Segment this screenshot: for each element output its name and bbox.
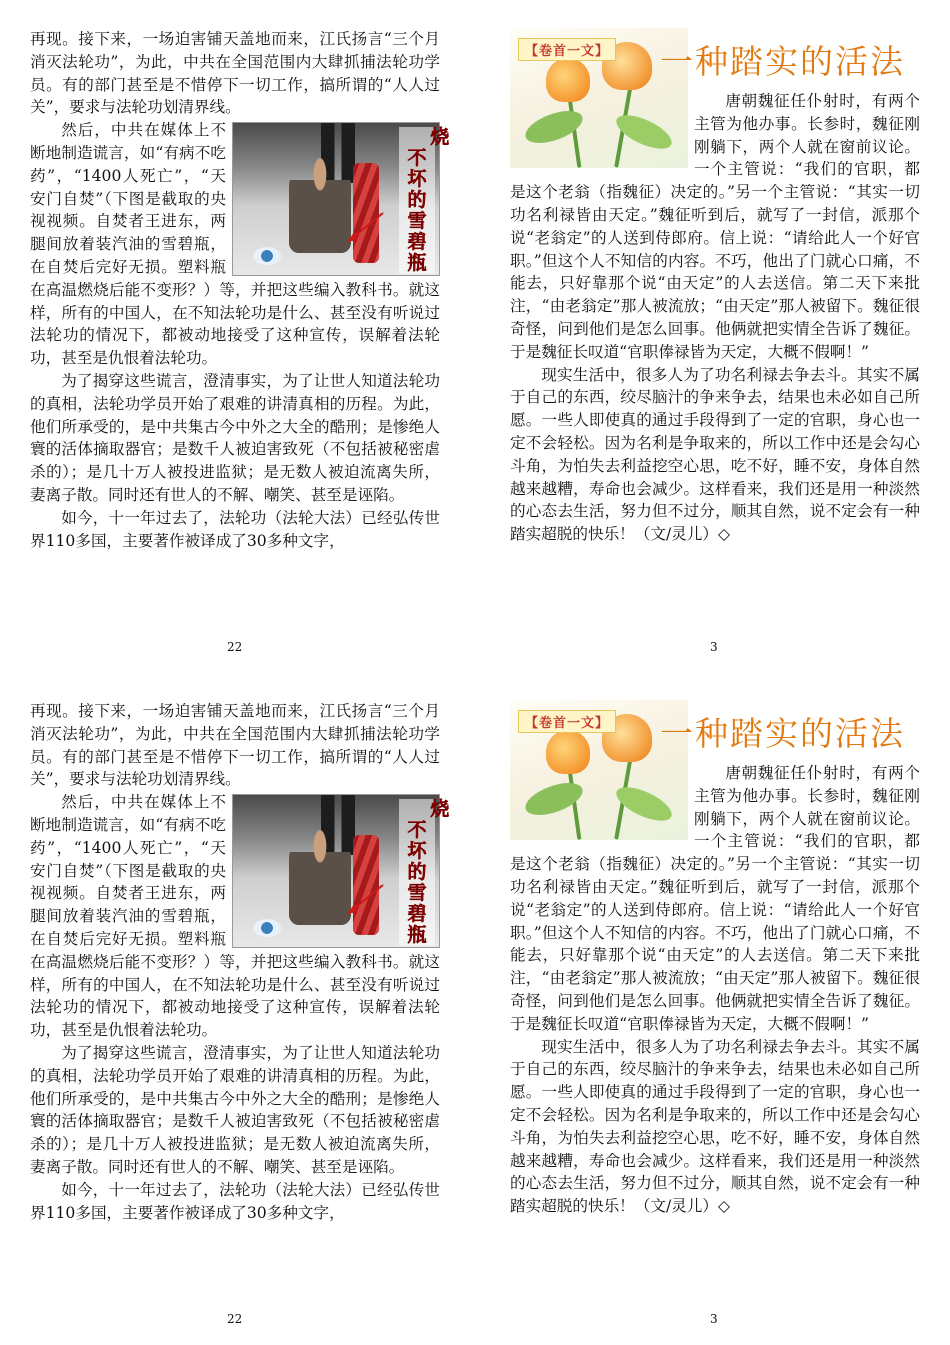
right-paragraph-2: 现实生活中，很多人为了功名利禄去争去斗。其实不属于自己的东西，绞尽脑汁的争来争去，结果也未必如自己所愿。一些人即使真的通过手段得到了一定的官职，身心也一定不会轻松。因为名利是争取来的，所以工作中还是会勾心斗角，为怕失去利益挖空心思，吃不好，睡不安，身体自然越来越糟，寿命也会减少。这样看来，我们还是用一种淡然的心态去生活，努力但不过分，顺其自然，说不定会有一种踏实超脱的快乐！（文/灵儿）◇ — [510, 1037, 920, 1216]
left-page-body — [30, 700, 450, 1224]
spread-sheet-top — [0, 0, 950, 672]
section-badge: 【卷首一文】 — [518, 38, 616, 61]
right-page-column — [510, 28, 920, 546]
left-paragraph-4: 如今，十一年过去了，法轮功（法轮大法）已经弘传世界110多国，主要著作被译成了30多种文字， — [30, 508, 440, 550]
left-paragraph-4: 如今，十一年过去了，法轮功（法轮大法）已经弘传世界110多国，主要著作被译成了30多种文字， — [30, 1180, 440, 1222]
left-paragraph-2 — [30, 791, 450, 1042]
left-paragraph-3: 为了揭穿这些谎言，澄清事实，为了让世人知道法轮功的真相，法轮功学员开始了艰难的讲清真相的历程。为此，他们所承受的，是中共集古今中外之大全的酷刑；是惨绝人寰的活体摘取器官；是数千人被迫害致死（不包括被秘密虐杀的）；是几十万人被投进监狱；是无数人被迫流离失所，妻离子散。同时还有世人的不解、嘲笑、甚至是诬陷。 — [30, 1043, 440, 1176]
left-paragraph-2-text: 然后，中共在媒体上不断地制造谎言，如“有病不吃药”，“1400人死亡”，“天安门自焚”（下图是截取的央视视频。自焚者王进东，两腿间放着装汽油的雪碧瓶，在自焚后完好无损。塑料瓶在高温燃烧后能不变形？）等，并把这些编入教科书。就这样，所有的中国人，在不知法轮功是什么、甚至没有听说过法轮功的情况下，都被动地接受了这种宣传，误解着法轮功，甚至是仇恨着法轮功。 — [30, 121, 440, 368]
photo-caption: 烧不坏的雪碧瓶 — [399, 799, 435, 946]
left-paragraph-1: 再现。接下来，一场迫害铺天盖地而来，江氏扬言“三个月消灭法轮功”，为此，中共在全国范围内大肆抓捕法轮功学员。有的部门甚至是不惜停下一切工作，搞所谓的“人人过关”，要求与法轮功划清界线。 — [30, 702, 440, 789]
article-title: 一种踏实的活法 — [660, 42, 905, 81]
left-page-column — [30, 700, 450, 1224]
right-page-column — [510, 700, 920, 1218]
section-badge: 【卷首一文】 — [518, 710, 616, 733]
left-paragraph-1: 再现。接下来，一场迫害铺天盖地而来，江氏扬言“三个月消灭法轮功”，为此，中共在全国范围内大肆抓捕法轮功学员。有的部门甚至是不惜停下一切工作，搞所谓的“人人过关”，要求与法轮功划清界线。 — [30, 30, 440, 117]
left-paragraph-2-text: 然后，中共在媒体上不断地制造谎言，如“有病不吃药”，“1400人死亡”，“天安门自焚”（下图是截取的央视视频。自焚者王进东，两腿间放着装汽油的雪碧瓶，在自焚后完好无损。塑料瓶在高温燃烧后能不变形？）等，并把这些编入教科书。就这样，所有的中国人，在不知法轮功是什么、甚至没有听说过法轮功的情况下，都被动地接受了这种宣传，误解着法轮功，甚至是仇恨着法轮功。 — [30, 793, 440, 1040]
photo-caption: 烧不坏的雪碧瓶 — [399, 127, 435, 274]
left-page-body — [30, 28, 450, 552]
right-page-number: 3 — [710, 1312, 718, 1326]
left-page-number: 22 — [227, 1312, 243, 1326]
cctv-video-still-photo — [232, 122, 450, 276]
right-paragraph-2: 现实生活中，很多人为了功名利禄去争去斗。其实不属于自己的东西，绞尽脑汁的争来争去，结果也未必如自己所愿。一些人即使真的通过手段得到了一定的官职，身心也一定不会轻松。因为名利是争取来的，所以工作中还是会勾心斗角，为怕失去利益挖空心思，吃不好，睡不安，身体自然越来越糟，寿命也会减少。这样看来，我们还是用一种淡然的心态去生活，努力但不过分，顺其自然，说不定会有一种踏实超脱的快乐！（文/灵儿）◇ — [510, 365, 920, 544]
right-page-body — [510, 700, 920, 1218]
left-paragraph-3: 为了揭穿这些谎言，澄清事实，为了让世人知道法轮功的真相，法轮功学员开始了艰难的讲清真相的历程。为此，他们所承受的，是中共集古今中外之大全的酷刑；是惨绝人寰的活体摘取器官；是数千人被迫害致死（不包括被秘密虐杀的）；是几十万人被投进监狱；是无数人被迫流离失所，妻离子散。同时还有世人的不解、嘲笑、甚至是诬陷。 — [30, 371, 440, 504]
cctv-video-still-photo — [232, 794, 450, 948]
left-page-column — [30, 28, 450, 552]
article-title: 一种踏实的活法 — [660, 714, 905, 753]
spread-sheet-bottom — [0, 672, 950, 1344]
right-paragraph-1: 唐朝魏征任仆射时，有两个主管为他办事。长参时，魏征刚刚躺下，两个人就在窗前议论。一个主管说：“我们的官职，都是这个老翁（指魏征）决定的。”另一个主管说：“其实一切功名利禄皆由天定。”魏征听到后，就写了一封信，派那个说“老翁定”的人送到侍郎府。信上说：“请给此人一个好官职。”但这个人不知信的内容。不巧，他出了门就心口痛，不能去，只好靠那个说“由天定”的人去送信。第二天下来批注，“由老翁定”那人被流放；“由天定”那人被留下。魏征很奇怪，问到他们是怎么回事。他俩就把实情全告诉了魏征。于是魏征长叹道“官职俸禄皆为天定，大概不假啊！” — [510, 764, 920, 1033]
right-page-number: 3 — [710, 640, 718, 654]
left-paragraph-2 — [30, 119, 450, 370]
left-page-number: 22 — [227, 640, 243, 654]
right-paragraph-1: 唐朝魏征任仆射时，有两个主管为他办事。长参时，魏征刚刚躺下，两个人就在窗前议论。一个主管说：“我们的官职，都是这个老翁（指魏征）决定的。”另一个主管说：“其实一切功名利禄皆由天定。”魏征听到后，就写了一封信，派那个说“老翁定”的人送到侍郎府。信上说：“请给此人一个好官职。”但这个人不知信的内容。不巧，他出了门就心口痛，不能去，只好靠那个说“由天定”的人去送信。第二天下来批注，“由老翁定”那人被流放；“由天定”那人被留下。魏征很奇怪，问到他们是怎么回事。他俩就把实情全告诉了魏征。于是魏征长叹道“官职俸禄皆为天定，大概不假啊！” — [510, 92, 920, 361]
right-page-body — [510, 28, 920, 546]
